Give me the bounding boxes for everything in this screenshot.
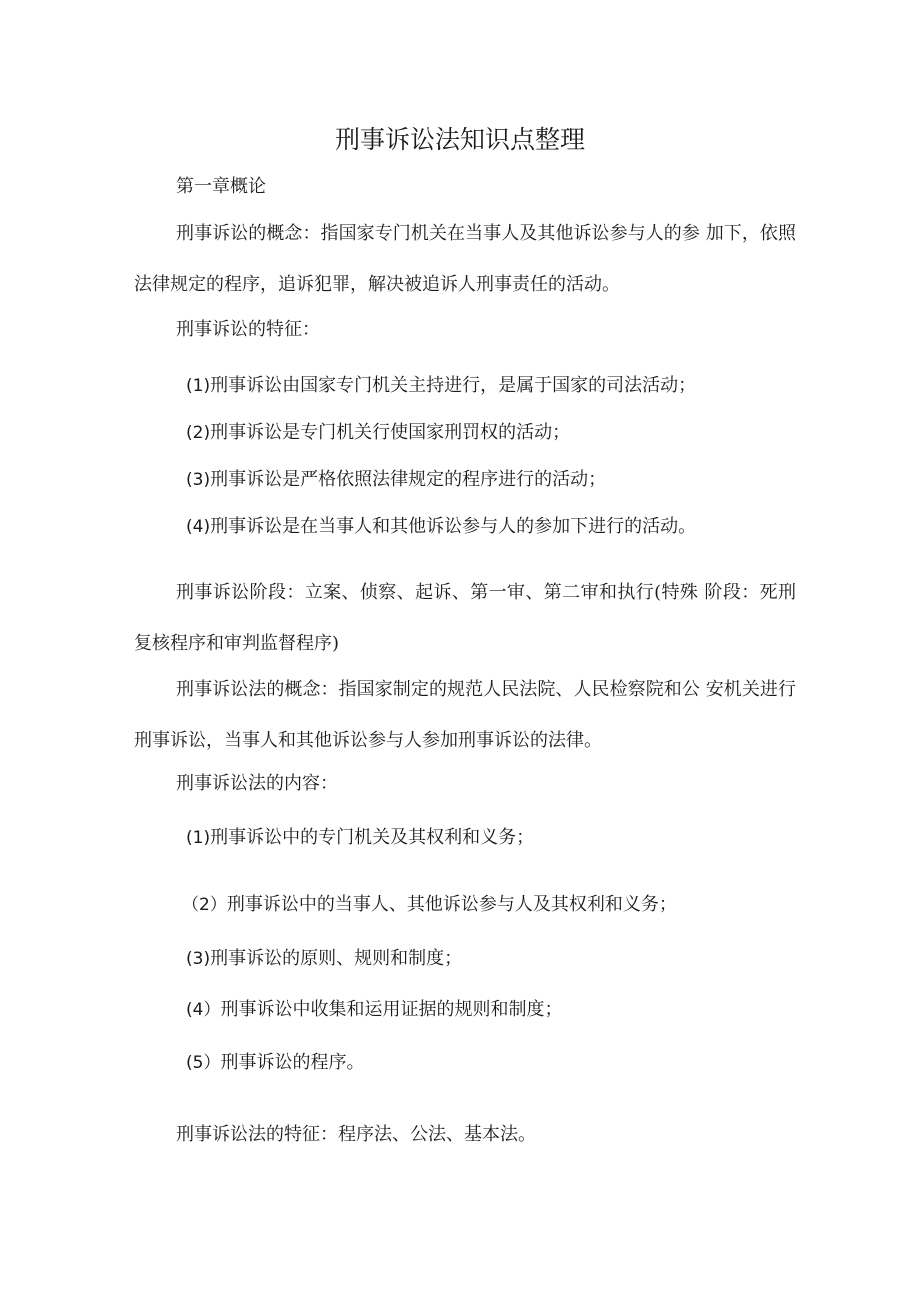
content-item-number: （2） [182,895,227,915]
feature-item-number: (1) [186,376,211,396]
content-item-3 [186,944,462,974]
feature-item-text: 刑事诉讼由国家专门机关主持进行，是属于国家的司法活动； [210,375,697,396]
content-item-text: 刑事诉讼中的当事人、其他诉讼参与人及其权利和义务； [226,894,677,915]
content-item-number: (4） [186,1000,221,1020]
chapter-heading: 第一章概论 [176,176,266,197]
feature-item-text: 刑事诉讼是在当事人和其他诉讼参与人的参加下进行的活动。 [210,516,697,537]
feature-item-number: (2) [186,423,211,443]
page-title: 刑事诉讼法知识点整理 [334,125,585,154]
paragraph-proceedings-concept: 刑事诉讼的概念：指国家专门机关在当事人及其他诉讼参与人的参 加下，依照法律规定的程序，追诉犯罪，解决被追诉人刑事责任的活动。 [134,223,796,295]
content-item-number: (1) [186,828,211,848]
feature-item-number: (4) [186,517,211,537]
feature-item-1 [186,371,696,401]
content-item-text: 刑事诉讼的原则、规则和制度； [210,948,463,969]
content-item-text: 刑事诉讼的程序。 [220,1052,365,1073]
feature-item-2 [186,418,570,448]
content-item-number: (3) [186,949,211,969]
content-item-text: 刑事诉讼中收集和运用证据的规则和制度； [220,999,563,1020]
content-item-5 [186,1048,364,1078]
feature-item-3 [186,465,606,495]
law-features-line: 刑事诉讼法的特征：程序法、公法、基本法。 [176,1124,536,1145]
paragraph-law-concept: 刑事诉讼法的概念：指国家制定的规范人民法院、人民检察院和公 安机关进行刑事诉讼，当事人和其他诉讼参与人参加刑事诉讼的法律。 [134,679,796,751]
paragraph-stages: 刑事诉讼阶段：立案、侦察、起诉、第一审、第二审和执行(特殊 阶段：死刑复核程序和审判监督程序) [134,582,796,654]
content-item-4 [186,995,562,1025]
feature-item-number: (3) [186,470,211,490]
feature-item-text: 刑事诉讼是专门机关行使国家刑罚权的活动； [210,422,571,443]
content-heading: 刑事诉讼法的内容： [176,773,338,794]
content-item-text: 刑事诉讼中的专门机关及其权利和义务； [210,827,535,848]
features-heading: 刑事诉讼的特征： [176,319,320,340]
feature-item-text: 刑事诉讼是严格依照法律规定的程序进行的活动； [210,469,607,490]
feature-item-4 [186,512,696,542]
content-item-number: (5） [186,1053,221,1073]
content-item-1 [186,823,534,853]
content-item-2 [182,890,677,920]
